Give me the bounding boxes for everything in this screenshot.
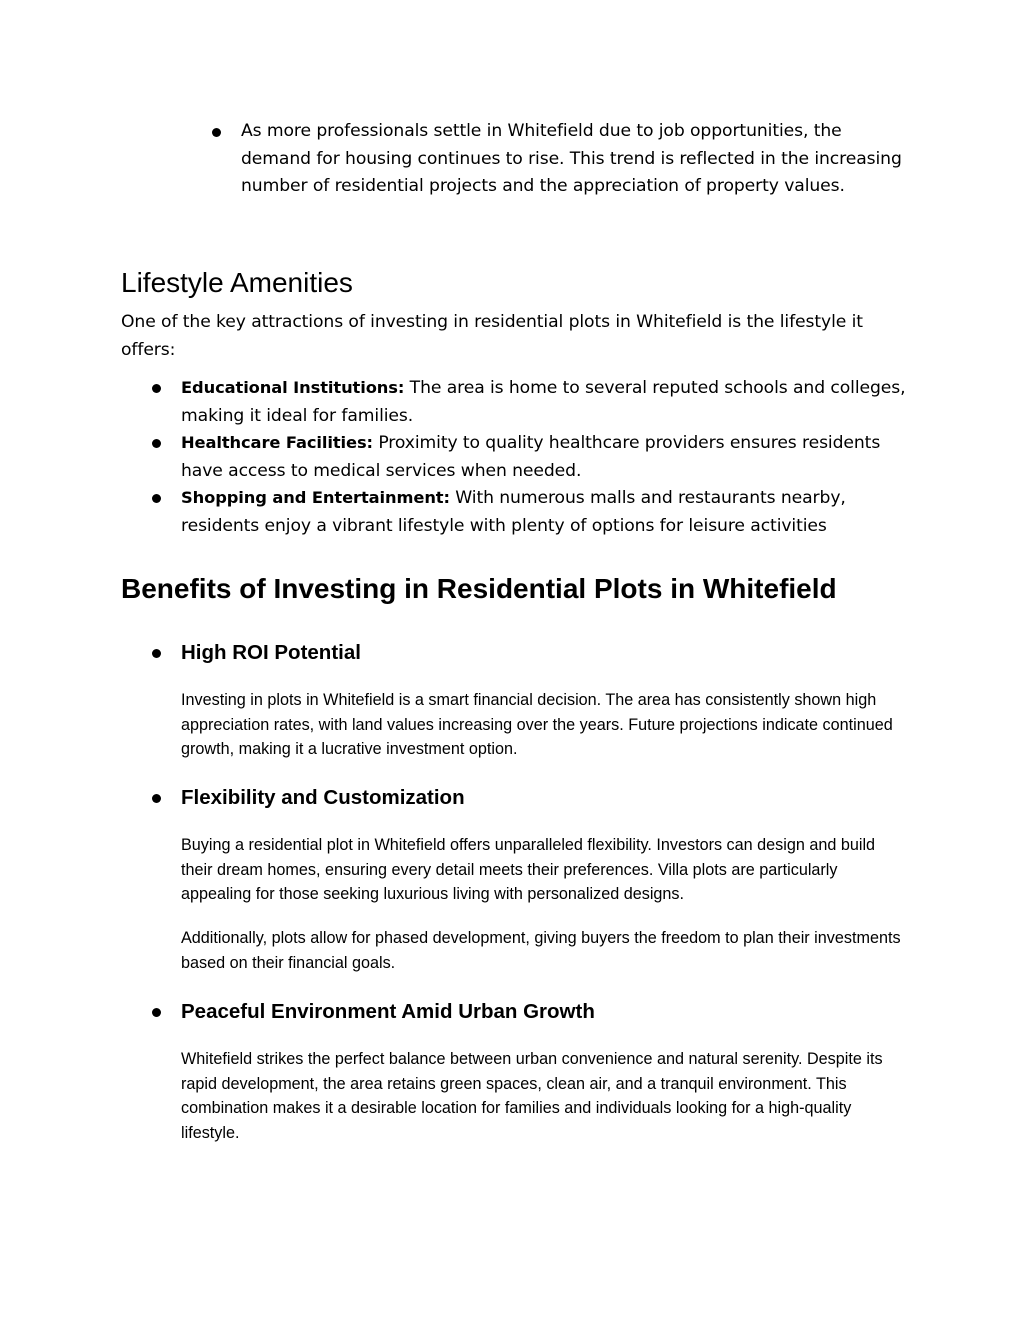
lifestyle-item-label: Healthcare Facilities: (181, 433, 373, 452)
bullet-icon (152, 384, 161, 393)
section-title: Flexibility and Customization (181, 786, 465, 809)
section-title: Peaceful Environment Amid Urban Growth (181, 1000, 595, 1023)
section-title: High ROI Potential (181, 641, 361, 664)
lifestyle-intro: One of the key attractions of investing in residential plots in Whitefield is the lifestyle it offers: (121, 312, 863, 360)
bullet-icon (152, 794, 161, 803)
lifestyle-item (181, 484, 916, 540)
bullet-icon (212, 128, 221, 137)
section-paragraph: Whitefield strikes the perfect balance between urban convenience and natural serenity. Despite its rapid development, the area retains green spaces, clean air, and a tranquil environment. This combination makes it a desirable location for families and individuals looking for a high-quality lifestyle. (181, 1050, 883, 1142)
section-paragraph: Investing in plots in Whitefield is a smart financial decision. The area has consistently shown high appreciation rates, with land values increasing over the years. Future projections indicate continued growth, making it a lucrative investment option. (181, 691, 893, 758)
lifestyle-item-text: With numerous malls and restaurants nearby, residents enjoy a vibrant lifestyle with plenty of options for leisure activities (181, 488, 846, 536)
lifestyle-item-text: Proximity to quality healthcare providers ensures residents have access to medical services when needed. (181, 433, 881, 481)
bullet-icon (152, 1008, 161, 1017)
lifestyle-item-text: The area is home to several reputed schools and colleges, making it ideal for families. (181, 378, 906, 426)
section-paragraph: Additionally, plots allow for phased development, giving buyers the freedom to plan their investments based on their financial goals. (181, 929, 901, 972)
lifestyle-item (181, 374, 916, 430)
lifestyle-item-label: Educational Institutions: (181, 378, 405, 397)
intro-bullet-text: As more professionals settle in Whitefield due to job opportunities, the demand for housing continues to rise. This trend is reflected in the increasing number of residential projects and the appreciation of property values. (241, 121, 902, 197)
section-paragraph: Buying a residential plot in Whitefield offers unparalleled flexibility. Investors can design and build their dream homes, ensuring every detail meets their preferences. Villa plots are particularly appealing for those seeking luxurious living with personalized designs. (181, 836, 876, 903)
lifestyle-item (181, 429, 916, 485)
benefits-heading: Benefits of Investing in Residential Plots in Whitefield (121, 573, 837, 604)
lifestyle-item-label: Shopping and Entertainment: (181, 488, 450, 507)
bullet-icon (152, 439, 161, 448)
bullet-icon (152, 649, 161, 658)
lifestyle-heading: Lifestyle Amenities (121, 267, 353, 298)
bullet-icon (152, 494, 161, 503)
